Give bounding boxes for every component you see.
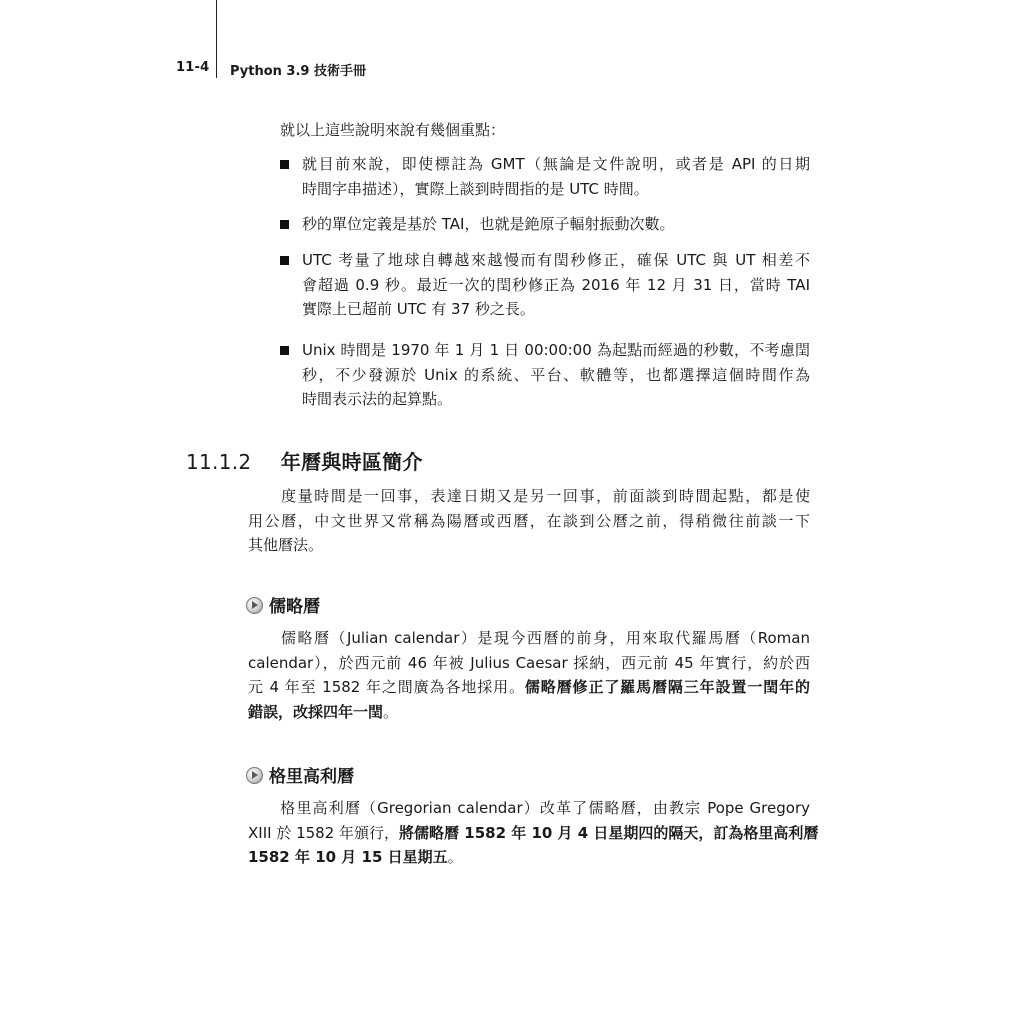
square-bullet-icon [280,220,289,229]
julian-line3-normal: 元 4 年至 1582 年之間廣為各地採用。 [248,678,525,696]
bullet-line: 會超過 0.9 秒。最近一次的閏秒修正為 2016 年 12 月 31 日，當時 TAI [302,275,810,294]
bullet-line: Unix 時間是 1970 年 1 月 1 日 00:00:00 為起點而經過的秒數，不考慮閏 [302,341,810,359]
paragraph-line: 其他曆法。 [248,536,324,554]
paragraph-line: 儒略曆（Julian calendar）是現今西曆的前身，用來取代羅馬曆（Roman [248,629,810,647]
gregorian-heading [246,762,354,787]
paragraph-line [248,845,810,870]
square-bullet-icon [280,346,289,355]
julian-line4-end: 。 [383,702,399,721]
section-number: 11.1.2 [186,450,252,474]
paragraph-line: 度量時間是一回事，表達日期又是另一回事，前面談到時間起點，都是使 [248,487,810,505]
section-title: 年曆與時區簡介 [280,450,423,474]
gregorian-line3-bold: 1582 年 10 月 15 日星期五 [248,848,448,866]
paragraph-line [248,821,819,846]
julian-line4-bold: 錯誤，改採四年一閏 [248,702,384,721]
paragraph-line [248,700,810,725]
julian-line3-bold: 儒略曆修正了羅馬曆隔三年設置一閏年的 [524,678,810,696]
gregorian-line2-normal: XIII 於 1582 年頒行， [248,823,400,842]
paragraph-line: 用公曆，中文世界又常稱為陽曆或西曆，在談到公曆之前，得稍微往前談一下 [248,511,810,530]
section-heading [186,446,423,475]
paragraph-line: calendar），於西元前 46 年被 Julius Caesar 採納，西元前 45 年實行，約於西 [248,653,810,672]
bullet-line: 秒，不少發源於 Unix 的系統、平台、軟體等，也都選擇這個時間作為 [302,365,810,384]
gregorian-heading-text: 格里高利曆 [269,767,354,787]
page-number: 11-4 [176,60,210,75]
book-title: Python 3.9 技術手冊 [230,64,366,79]
bullet-line: 實際上已超前 UTC 有 37 秒之長。 [302,300,535,318]
paragraph-line: 格里高利曆（Gregorian calendar）改革了儒略曆，由教宗 Pope Gregory [248,799,810,817]
square-bullet-icon [280,256,289,265]
play-bullet-icon [246,767,263,784]
intro-text: 就以上這些說明來說有幾個重點： [280,121,506,139]
julian-heading [246,592,320,617]
julian-paragraph [248,626,810,724]
gregorian-line2-bold: 將儒略曆 1582 年 10 月 4 日星期四的隔天，訂為格里高利曆 [399,823,819,842]
gregorian-paragraph [248,796,819,870]
bullet-line: 秒的單位定義是基於 TAI，也就是銫原子輻射振動次數。 [302,215,675,233]
bullet-line: UTC 考量了地球自轉越來越慢而有閏秒修正，確保 UTC 與 UT 相差不 [302,251,810,269]
julian-heading-text: 儒略曆 [269,597,320,617]
header-divider [216,0,217,78]
bullet-line: 時間表示法的起算點。 [302,390,453,408]
square-bullet-icon [280,160,289,169]
gregorian-line3-end: 。 [447,848,463,866]
section-paragraph [248,484,810,558]
bullet-line: 時間字串描述），實際上談到時間指的是 UTC 時間。 [302,179,649,198]
bullet-line: 就目前來說，即使標註為 GMT（無論是文件說明，或者是 API 的日期 [302,155,810,173]
play-bullet-icon [246,597,263,614]
paragraph-line [248,675,810,700]
